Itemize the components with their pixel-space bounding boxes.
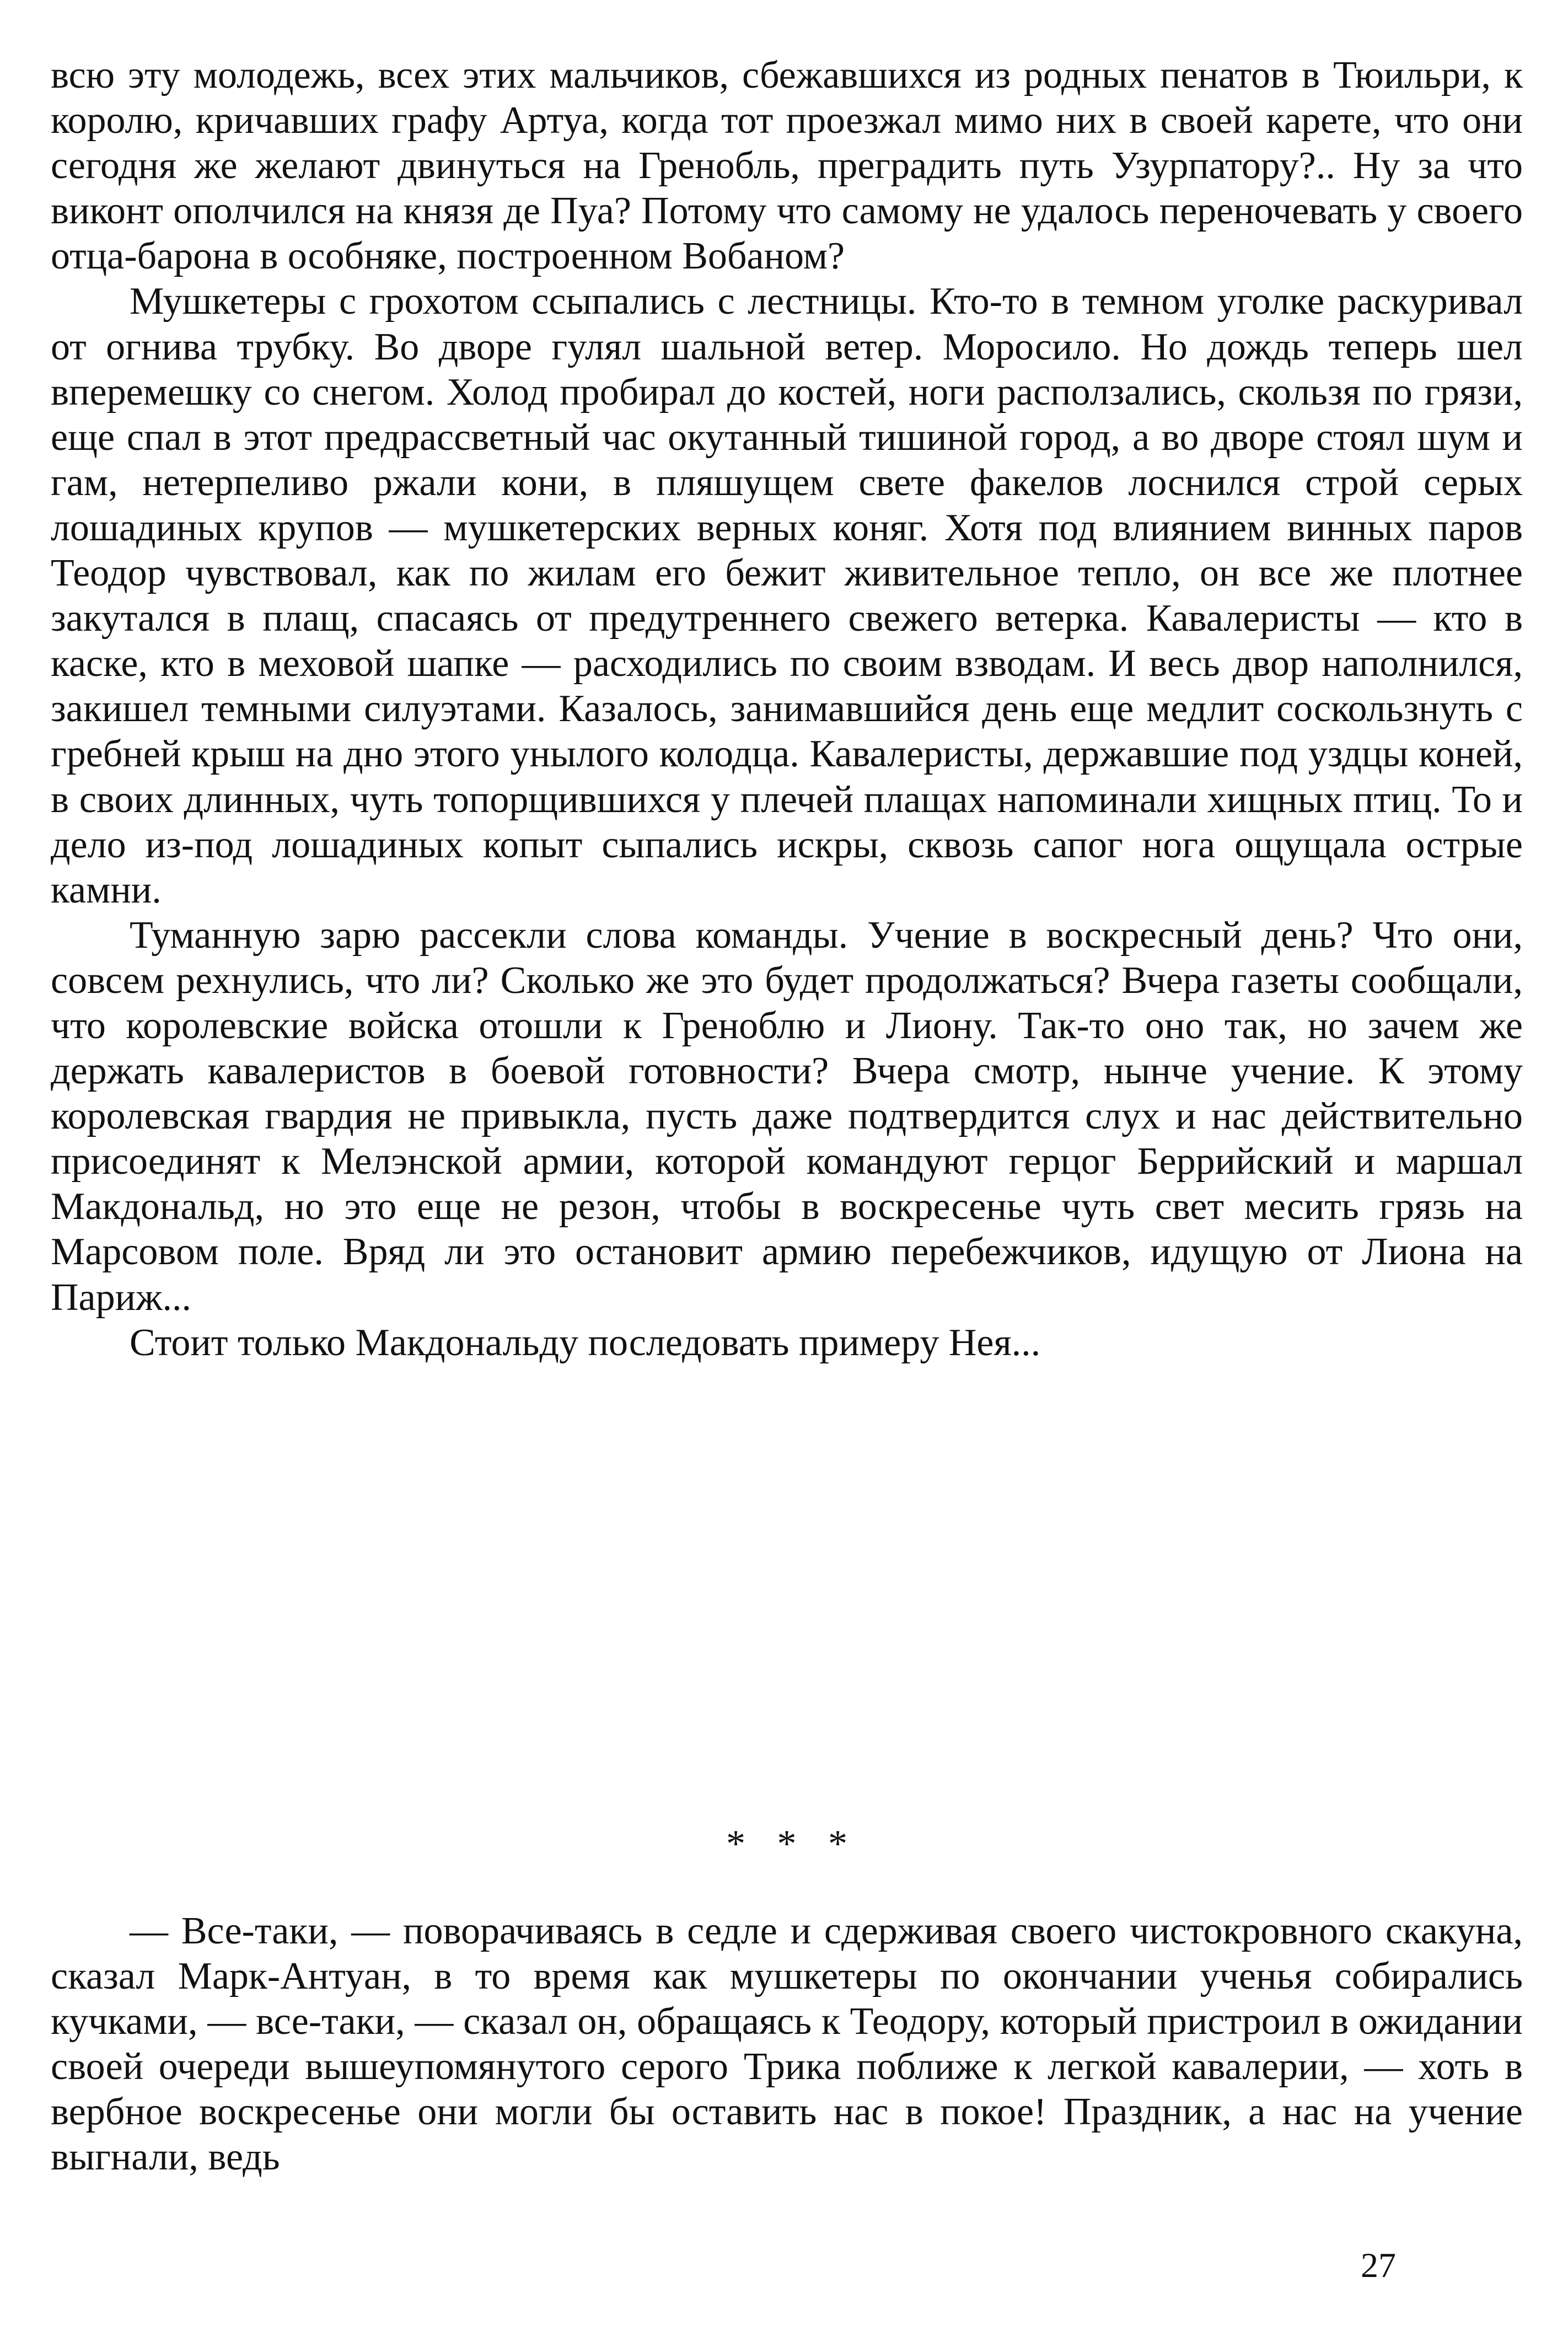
paragraph-dialogue-mark-antoine: — Все-таки, — поворачиваясь в седле и сдерживая своего чистокровного скакуна, сказал Марк-Антуан, в то время как мушкетеры по окончании ученья собирались кучками, — все-таки, — сказал он, обращаясь к Теодору, который пристроил в ожидании своей очереди вышеупомянутого серого Трика поближе к легкой кавалерии, — хоть в вербное воскресенье они могли бы оставить нас в покое! Праздник, а нас на учение выгнали, ведь (51, 1910, 1523, 2179)
paragraph-macdonald: Стоит только Макдональду последовать примеру Нея... (130, 1321, 1041, 1364)
paragraph-continuation: всю эту молодежь, всех этих мальчиков, сбежавшихся из родных пенатов в Тюильри, к королю, кричавших графу Артуа, когда тот проезжал мимо них в своей карете, что они сегодня же желают двинуться на Гренобль, преградить путь Узурпатору?.. Ну за что виконт ополчился на князя де Пуа? Потому что самому не удалось переночевать у своего отца-барона в особняке, построенном Вобаном? (51, 54, 1523, 278)
section-separator: * * * (726, 1823, 847, 1865)
paragraph-musketeers-courtyard: Мушкетеры с грохотом ссыпались с лестницы. Кто-то в темном уголке раскуривал от огнива трубку. Во дворе гулял шальной ветер. Моросило. Но дождь теперь шел вперемешку со снегом. Холод пробирал до костей, ноги расползались, скользя по грязи, еще спал в этот предрассветный час окутанный тишиной город, а во дворе стоял шум и гам, нетерпеливо ржали кони, в пляшущем свете факелов лоснился строй серых лошадиных крупов — мушкетерских верных коняг. Хотя под влиянием винных паров Теодор чувствовал, как по жилам его бежит живительное тепло, он все же плотнее закутался в плащ, спасаясь от предутреннего свежего ветерка. Кавалеристы — кто в каске, кто в меховой шапке — расходились по своим взводам. И весь двор наполнился, закишел темными силуэтами. Казалось, занимавшийся день еще медлит соскользнуть с гребней крыш на дно этого унылого колодца. Кавалеристы, державшие под уздцы коней, в своих длинных, чуть топорщившихся у плечей плащах напоминали хищных птиц. То и дело из-под лошадиных копыт сыпались искры, сквозь сапог нога ощущала острые камни. (51, 280, 1523, 911)
section-two (51, 1909, 1523, 2180)
paragraph-drill-command: Туманную зарю рассекли слова команды. Учение в воскресный день? Что они, совсем рехнулись, что ли? Сколько же это будет продолжаться? Вчера газеты сообщали, что королевские войска отошли к Греноблю и Лиону. Так-то оно так, но зачем же держать кавалеристов в боевой готовности? Вчера смотр, нынче учение. К этому королевская гвардия не привыкла, пусть даже подтвердится слух и нас действительно присоединят к Мелэнской армии, которой командуют герцог Беррийский и маршал Макдональд, но это еще не резон, чтобы в воскресенье чуть свет месить грязь на Марсовом поле. Вряд ли это остановит армию перебежчиков, идущую от Лиона на Париж... (51, 914, 1523, 1319)
page-number: 27 (1361, 2246, 1396, 2285)
book-page (51, 53, 1523, 2313)
